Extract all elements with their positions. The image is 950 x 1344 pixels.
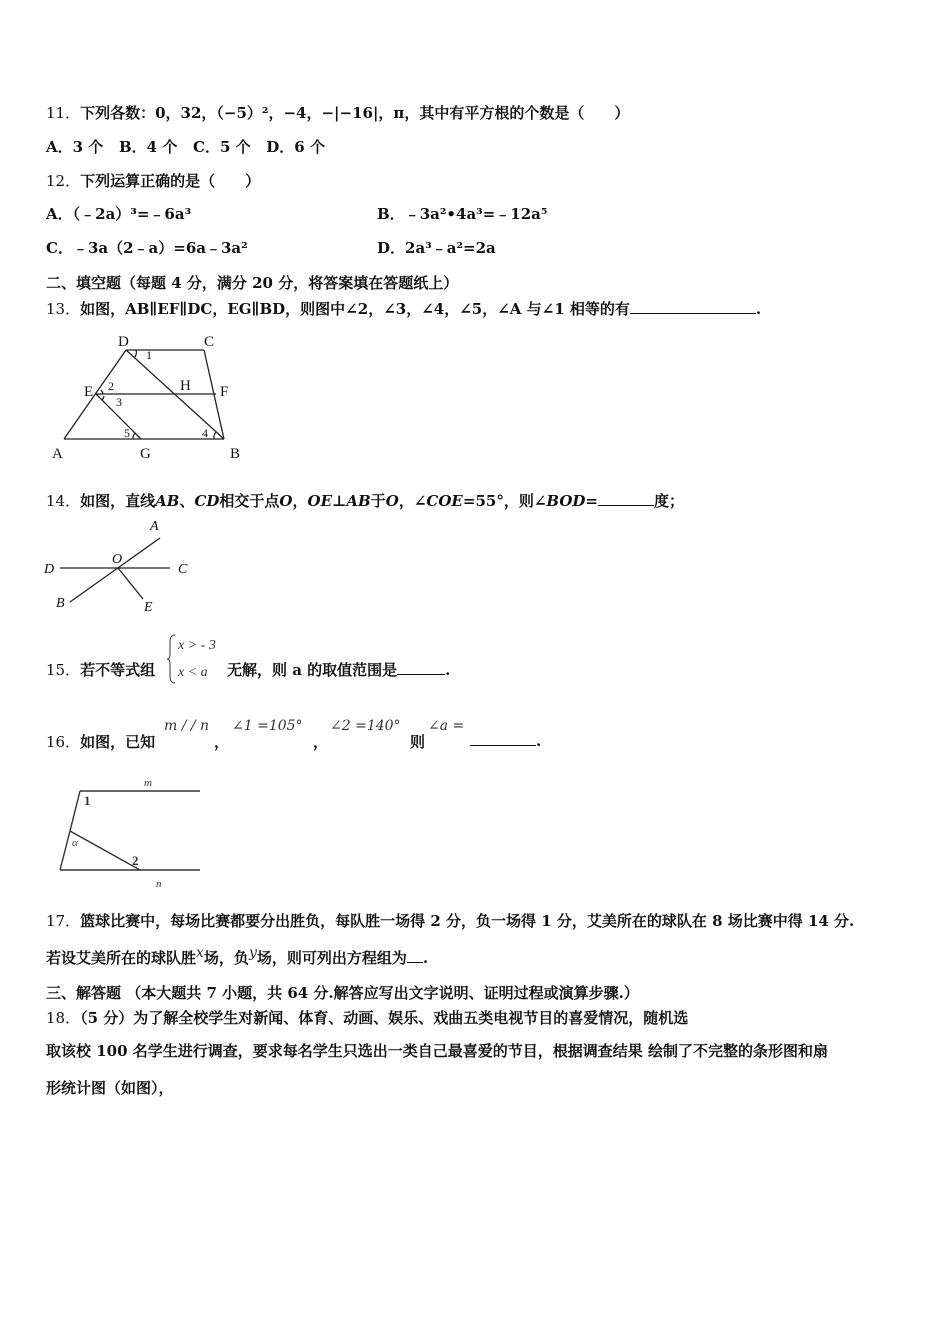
section-fill-in-heading: 二、填空题（每题 4 分，满分 20 分，将答案填在答题纸上） [46, 274, 459, 292]
q11-option-a: A．3 个 [46, 138, 104, 156]
q12-option-d [377, 237, 496, 258]
q14-label-a: A [150, 519, 159, 534]
q13-label-b: B [230, 446, 241, 462]
q14-oe: OE [307, 492, 333, 510]
q17-text-1: 篮球比赛中，每场比赛都要分出胜负，每队胜一场得 2 分，负一场得 1 分，艾美所在的球队在 8 场比赛中得 14 分. [80, 912, 855, 930]
q15-text-pre: 若不等式组 [80, 661, 156, 679]
q17-line-1 [46, 910, 854, 931]
q12-number: 12． [46, 172, 81, 190]
q13-angle-5: 5 [124, 426, 130, 440]
q14-perp: ⊥ [332, 492, 347, 510]
q14-ray-oe [118, 568, 143, 599]
q15-ineq-2: x < a [178, 665, 208, 680]
q14-cd: CD [194, 492, 220, 510]
q11-text: 下列各数：0，32，（−5）²，−4，−|−16|，π，其中有平方根的个数是（ ） [80, 104, 630, 122]
q12-option-c-label: C． [46, 239, 73, 257]
q14-answer-blank[interactable] [598, 491, 654, 506]
q16-parallel: m / / n [164, 718, 210, 734]
q17-end: . [422, 949, 429, 967]
q17-line-2 [46, 947, 428, 968]
q14-eq: = [585, 492, 598, 510]
q16-comma1: ， [214, 733, 230, 751]
q14-stem [46, 490, 684, 511]
q12-option-b-label: B． [377, 205, 405, 223]
q18-line-2: 取该校 100 名学生进行调查，要求每名学生只选出一类自己最喜爱的节目，根据调查结果 绘制了不完整的条形图和扇 [46, 1042, 828, 1060]
q17-var-x: x [196, 945, 204, 961]
q13-angle-3: 3 [116, 395, 122, 409]
q16-number: 16． [46, 733, 81, 751]
q15-number: 15． [46, 661, 81, 679]
q12-option-c-text: ﹣3a（2﹣a）=6a﹣3a² [72, 239, 248, 257]
q13-angle-4: 4 [202, 426, 208, 440]
q14-text-pre: 如图，直线 [80, 492, 156, 510]
q13-label-c: C [204, 334, 215, 350]
q13-angle-1: 1 [146, 348, 152, 362]
q12-option-d-text: 2a³﹣a²=2a [405, 239, 496, 257]
q16-stem [46, 731, 155, 752]
q17-text-2-pre: 若设艾美所在的球队胜 [46, 949, 197, 967]
q14-lines-figure [40, 515, 210, 615]
q13-answer-blank[interactable] [630, 299, 756, 314]
q14-val: =55°，则∠ [462, 492, 547, 510]
q17-var-y: y [248, 945, 257, 961]
q16-alpha-expr: ∠a = [428, 718, 465, 734]
q17-number: 17． [46, 912, 81, 930]
q12-option-b-text: ﹣3a²•4a³=﹣12a⁵ [404, 205, 548, 223]
q16-text-pre: 如图，已知 [80, 733, 156, 751]
q16-label-n: n [156, 878, 162, 890]
q16-alpha-label: α [72, 837, 78, 849]
q14-mid2: 于 [370, 492, 386, 510]
q15-ineq-1: x > - 3 [178, 638, 216, 653]
q14-sep: 、 [179, 492, 195, 510]
q18-number: 18． [46, 1009, 81, 1027]
q14-ab: AB [155, 492, 180, 510]
q14-mid1: 相交于点 [219, 492, 280, 510]
q17-text-2-post: 场，则可列出方程组为 [256, 949, 407, 967]
q13-text: 如图，AB∥EF∥DC，EG∥BD，则图中∠2，∠3，∠4，∠5，∠A 与∠1 相等的有 [80, 300, 630, 318]
q16-comma2: ， [313, 733, 329, 751]
q14-number: 14． [46, 492, 81, 510]
q14-label-o: O [112, 552, 123, 567]
q12-option-a-text: （﹣2a）³=﹣6a³ [72, 205, 192, 223]
q16-end: . [536, 732, 542, 750]
q14-line-ab [70, 538, 160, 602]
q15-tail [227, 659, 450, 680]
q11-option-c: C．5 个 [193, 138, 251, 156]
q17-answer-blank[interactable] [407, 948, 423, 963]
q13-label-a: A [52, 446, 63, 462]
q14-label-c: C [178, 562, 188, 577]
q16-segment-upper [70, 791, 80, 831]
q13-number: 13． [46, 300, 81, 318]
q13-label-g: G [140, 446, 151, 462]
q11-option-b: B．4 个 [118, 138, 178, 156]
q13-end: . [755, 300, 762, 318]
q16-parallel-lines-figure [54, 773, 204, 893]
q12-option-c [46, 237, 248, 258]
q18-line-3: 形统计图（如图）， [46, 1079, 174, 1097]
q15-end: . [445, 661, 451, 679]
q14-label-d: D [44, 562, 55, 577]
q11-options [46, 136, 325, 157]
q14-label-e: E [144, 600, 153, 615]
q11-stem [46, 102, 629, 123]
q16-angle-1: ∠1 =105° [232, 718, 303, 734]
q14-label-b: B [56, 596, 65, 611]
q16-angle-2: ∠2 =140° [330, 718, 401, 734]
q15-answer-blank[interactable] [397, 660, 445, 675]
q13-label-d: D [118, 334, 129, 350]
q16-segment-lower [60, 831, 70, 870]
q12-option-b [377, 203, 547, 224]
q15-inequality-system [166, 632, 228, 686]
q13-label-f: F [220, 384, 229, 400]
q14-comma1: ， [292, 492, 308, 510]
q13-trapezoid-figure [44, 328, 254, 468]
q13-angle-2: 2 [108, 379, 114, 393]
q16-then: 则 [410, 733, 426, 751]
q18-text-1: （5 分）为了解全校学生对新闻、体育、动画、娱乐、戏曲五类电视节目的喜爱情况，随机选 [80, 1009, 689, 1027]
q15-brace [167, 635, 175, 683]
q15-text-post: 无解，则 a 的取值范围是 [227, 661, 398, 679]
q15-stem [46, 659, 155, 680]
q11-number: 11． [46, 104, 81, 122]
q12-option-d-label: D． [377, 239, 406, 257]
q18-line-1 [46, 1007, 688, 1028]
q16-angle-1-label: 1 [84, 793, 91, 808]
q14-o2: O [385, 492, 399, 510]
q14-ab2: AB [346, 492, 371, 510]
q13-label-h: H [180, 378, 191, 394]
q17-text-2-mid: 场，负 [203, 949, 249, 967]
q13-stem [46, 298, 761, 319]
section-solutions-heading: 三、解答题 （本大题共 7 小题，共 64 分.解答应写出文字说明、证明过程或演算步骤.） [46, 984, 639, 1002]
q11-option-d: D．6 个 [266, 138, 325, 156]
q16-angle-2-label: 2 [132, 853, 139, 868]
q13-label-e: E [84, 384, 94, 400]
q14-o: O [279, 492, 293, 510]
q12-text: 下列运算正确的是（ ） [80, 172, 261, 190]
q14-comma2: ，∠ [398, 492, 427, 510]
q14-bod: BOD [546, 492, 586, 510]
q12-stem [46, 170, 260, 191]
q16-label-m: m [144, 777, 152, 789]
q14-unit: 度； [654, 492, 685, 510]
q16-segment-diagonal [70, 831, 140, 870]
q12-option-a [46, 203, 191, 224]
q14-coe: COE [426, 492, 463, 510]
q16-tail [470, 731, 541, 750]
q12-option-a-label: A． [46, 205, 73, 223]
q16-answer-blank[interactable] [470, 731, 536, 746]
